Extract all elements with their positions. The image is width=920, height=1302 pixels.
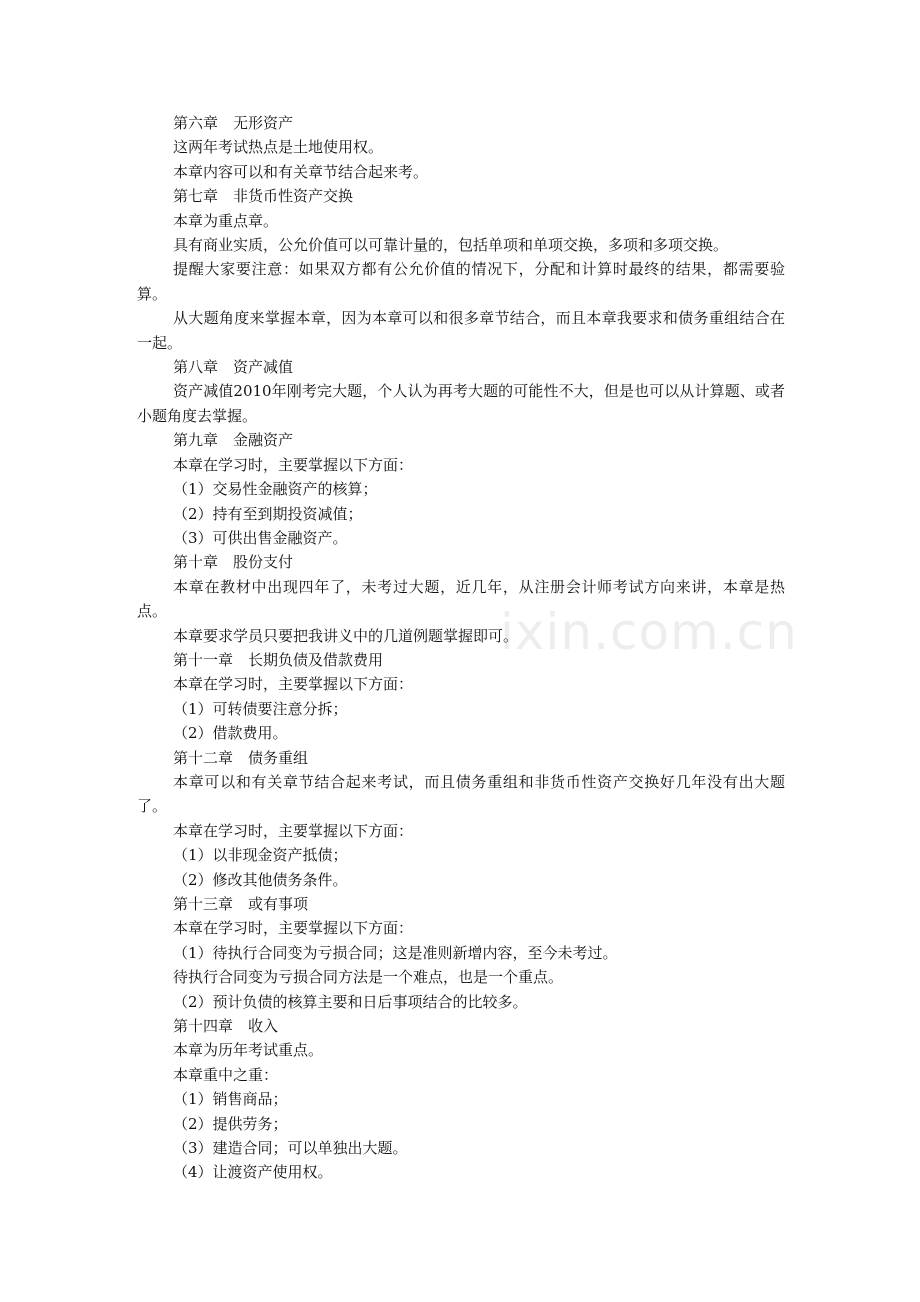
list-item: （3）可供出售金融资产。 [173, 528, 348, 547]
document-body [137, 111, 785, 1185]
body-paragraph: 资产减值2010年刚考完大题，个人认为再考大题的可能性不大，但是也可以从计算题、或者小题角度去掌握。 [137, 382, 785, 425]
body-paragraph: 本章为重点章。 [173, 211, 279, 230]
chapter-heading: 第九章 金融资产 [173, 431, 294, 450]
body-paragraph: 提醒大家要注意：如果双方都有公允价值的情况下，分配和计算时最终的结果，都需要验算。 [137, 260, 785, 303]
list-item: （2）提供劳务； [173, 1114, 288, 1133]
list-item: （4）让渡资产使用权。 [173, 1163, 333, 1182]
body-paragraph: 本章在教材中出现四年了，未考过大题，近几年，从注册会计师考试方向来讲，本章是热点。 [137, 577, 785, 621]
chapter-heading: 第十三章 或有事项 [173, 895, 309, 913]
list-item: （2）持有至到期投资减值； [173, 504, 363, 523]
body-paragraph: 本章为历年考试重点。 [173, 1041, 324, 1060]
body-paragraph: 本章在学习时，主要掌握以下方面： [173, 919, 414, 938]
body-paragraph: 本章可以和有关章节结合起来考试，而且债务重组和非货币性资产交换好几年没有出大题了。 [137, 772, 785, 816]
body-paragraph: 本章在学习时，主要掌握以下方面： [173, 675, 414, 694]
list-item: （2）修改其他债务条件。 [173, 870, 348, 889]
watermark: ixin.com.cn [500, 603, 798, 661]
chapter-heading: 第十四章 收入 [173, 1017, 279, 1036]
list-item: （1）可转债要注意分拆； [173, 699, 348, 718]
body-paragraph: 本章要求学员只要把我讲义中的几道例题掌握即可。 [173, 626, 519, 645]
list-item: （1）待执行合同变为亏损合同；这是准则新增内容，至今未考过。 [173, 943, 618, 962]
list-item: （2）借款费用。 [173, 724, 288, 743]
list-item: （2）预计负债的核算主要和日后事项结合的比较多。 [173, 992, 528, 1011]
body-paragraph: 从大题角度来掌握本章，因为本章可以和很多章节结合，而且本章我要求和债务重组结合在一起。 [137, 309, 785, 352]
chapter-heading: 第十一章 长期负债及借款费用 [173, 650, 384, 669]
body-paragraph: 这两年考试热点是土地使用权。 [173, 138, 384, 157]
chapter-heading: 第十二章 债务重组 [173, 748, 309, 767]
list-item: （1）以非现金资产抵债； [173, 846, 348, 865]
list-item: （1）交易性金融资产的核算； [173, 480, 378, 499]
body-paragraph: 本章在学习时，主要掌握以下方面： [173, 455, 414, 474]
body-paragraph: 本章在学习时，主要掌握以下方面： [173, 821, 414, 840]
chapter-heading: 第六章 无形资产 [173, 114, 294, 132]
list-item: （3）建造合同；可以单独出大题。 [173, 1139, 408, 1158]
body-paragraph: 本章重中之重： [173, 1065, 279, 1084]
body-paragraph: 具有商业实质，公允价值可以可靠计量的，包括单项和单项交换，多项和多项交换。 [173, 236, 729, 255]
chapter-heading: 第七章 非货币性资产交换 [173, 187, 354, 206]
body-paragraph: 待执行合同变为亏损合同方法是一个难点，也是一个重点。 [173, 968, 564, 987]
list-item: （1）销售商品； [173, 1090, 288, 1109]
chapter-heading: 第八章 资产减值 [173, 358, 294, 377]
chapter-heading: 第十章 股份支付 [173, 553, 294, 572]
body-paragraph: 本章内容可以和有关章节结合起来考。 [173, 162, 429, 181]
